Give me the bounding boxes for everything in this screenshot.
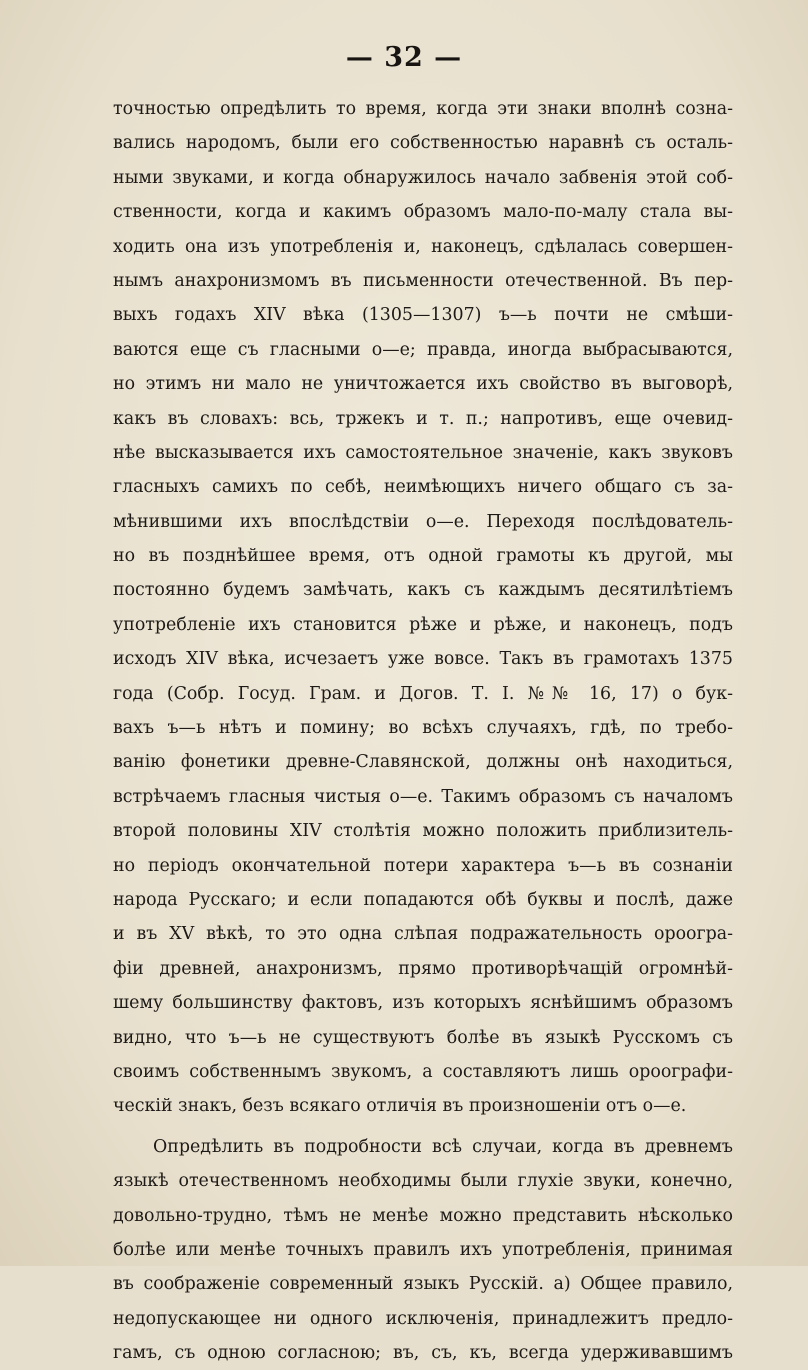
text-line: но въ позднѣйшее время, отъ одной грамоты къ другой, мы [113,546,733,567]
text-line: ными звуками, и когда обнаружилось начало забвенія этой соб- [113,167,733,188]
text-line: нѣе высказывается ихъ самостоятельное значеніе, какъ звуковъ [113,442,733,463]
text-line: довольно-трудно, тѣмъ не менѣе можно представить нѣсколько [113,1205,733,1226]
text-line: ваются еще съ гласными о—е; правда, иногда выбрасываются, [113,339,733,360]
text-line: языкѣ отечественномъ необходимы были глухіе звуки, конечно, [113,1171,733,1192]
body-text [113,92,733,1370]
text-line: фіи древней, анахронизмъ, прямо противорѣчащій огромнѣй- [113,958,733,979]
text-line: ванію фонетики древне-Славянской, должны онѣ находиться, [113,752,733,773]
text-line: встрѣчаемъ гласныя чистыя о—е. Такимъ образомъ съ началомъ [113,786,733,807]
text-line: шему большинству фактовъ, изъ которыхъ яснѣйшимъ образомъ [113,993,733,1014]
text-line: исходъ XIV вѣка, исчезаетъ уже вовсе. Такъ въ грамотахъ 1375 [113,649,733,670]
text-line: но періодъ окончательной потери характера ъ—ь въ сознаніи [113,855,733,876]
text-line: ственности, когда и какимъ образомъ мало-по-малу стала вы- [113,202,733,223]
text-line: вались народомъ, были его собственностью наравнѣ съ осталь- [113,133,733,154]
text-line: употребленіе ихъ становится рѣже и рѣже, и наконецъ, подъ [113,614,733,635]
text-line: болѣе или менѣе точныхъ правилъ ихъ употребленія, принимая [113,1239,733,1260]
text-line: года (Собр. Госуд. Грам. и Догов. Т. I. №№ 16, 17) о бук- [113,683,733,704]
text-line: ческій знакъ, безъ всякаго отличія въ произношеніи отъ о—е. [113,1096,687,1117]
text-line: какъ въ словахъ: всь, тржекъ и т. п.; напротивъ, еще очевид- [113,408,733,429]
text-line: выхъ годахъ XIV вѣка (1305—1307) ъ—ь почти не смѣши- [113,305,733,326]
text-line: но этимъ ни мало не уничтожается ихъ свойство въ выговорѣ, [113,374,733,395]
text-line: постоянно будемъ замѣчать, какъ съ каждымъ десятилѣтіемъ [113,580,733,601]
text-line: вахъ ъ—ь нѣтъ и помину; во всѣхъ случаяхъ, гдѣ, по требо- [113,718,733,739]
paragraph-1 [113,92,733,1124]
text-line: мѣнившими ихъ впослѣдствіи о—е. Переходя послѣдователь- [113,511,733,532]
text-line: нымъ анахронизмомъ въ письменности отечественной. Въ пер- [113,270,733,291]
paragraph-2 [113,1130,733,1370]
text-line: гамъ, съ одною согласною; въ, съ, къ, всегда удерживавшимъ [113,1343,733,1364]
text-line: въ соображеніе современный языкъ Русскій. а) Общее правило, [113,1274,733,1295]
text-line: ходить она изъ употребленія и, наконецъ, сдѣлалась совершен- [113,236,733,257]
text-line: народа Русскаго; и если попадаются обѣ буквы и послѣ, даже [113,889,733,910]
text-line: видно, что ъ—ь не существуютъ болѣе въ языкѣ Русскомъ съ [113,1027,733,1048]
text-line: Опредѣлить въ подробности всѣ случаи, когда въ древнемъ [153,1136,733,1157]
text-line: точностью опредѣлить то время, когда эти знаки вполнѣ созна- [113,99,733,119]
text-line: второй половины XIV столѣтія можно положить приблизитель- [113,821,733,842]
text-line: и въ XV вѣкѣ, то это одна слѣпая подражательность ороогра- [113,924,733,945]
text-line: гласныхъ самихъ по себѣ, неимѣющихъ ничего общаго съ за- [113,477,733,498]
page-number: — 32 — [345,42,463,73]
text-line: недопускающее ни одного исключенія, принадлежитъ предло- [113,1308,733,1329]
text-line: своимъ собственнымъ звукомъ, а составляютъ лишь ороографи- [113,1061,733,1082]
